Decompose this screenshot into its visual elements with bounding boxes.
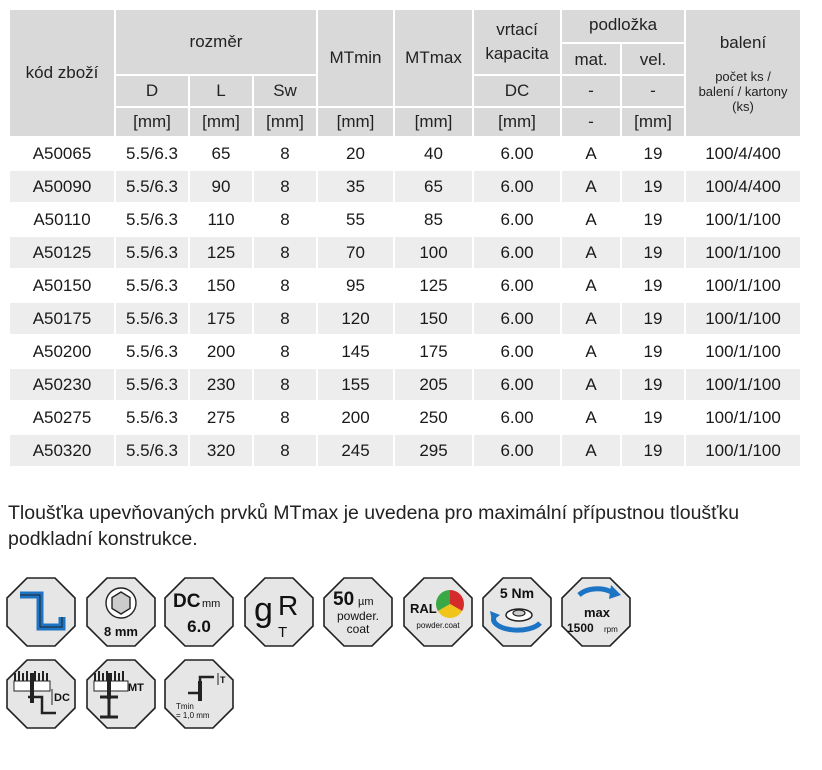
coat-line1: powder. [336, 609, 380, 623]
cell-l: 125 [190, 237, 252, 268]
cell-l: 90 [190, 171, 252, 202]
cell-pack: 100/1/100 [686, 435, 800, 466]
cell-pack: 100/1/100 [705, 275, 781, 295]
cell-d: 5.5/6.3 [116, 369, 188, 400]
header-vel-dash: - [622, 76, 684, 106]
cell-code: A50150 [32, 275, 92, 295]
cell-mtmin: 55 [346, 209, 365, 229]
dc-application-icon [6, 659, 76, 729]
cell-d: 5.5/6.3 [126, 209, 178, 229]
cell-mat: A [585, 407, 597, 427]
cell-pack: 100/1/100 [705, 407, 781, 427]
table-row [10, 303, 800, 334]
cell-mtmin: 200 [341, 407, 370, 427]
cell-d: 5.5/6.3 [116, 171, 188, 202]
header-washer-label: podložka [588, 15, 658, 34]
cell-code: A50230 [10, 369, 114, 400]
table-row [10, 336, 800, 367]
cell-mat: A [585, 143, 597, 163]
cell-sw: 8 [280, 407, 290, 427]
cell-vel: 19 [622, 171, 684, 202]
cell-sw: 8 [254, 369, 316, 400]
cell-mtmin: 155 [318, 369, 393, 400]
cell-mtmin: 20 [346, 143, 365, 163]
rpm-max: max [583, 605, 611, 620]
cell-mtmin: 145 [341, 341, 370, 361]
table-row [10, 369, 800, 400]
cell-pack: 100/1/100 [686, 303, 800, 334]
cell-mat: A [585, 275, 597, 295]
cell-pack: 100/4/400 [705, 143, 781, 163]
cell-l: 65 [211, 143, 231, 163]
z-profile-icon [6, 577, 76, 647]
table-row [10, 237, 800, 268]
cell-code: A50175 [10, 303, 114, 334]
header-d: D [116, 76, 188, 106]
cell-sw: 8 [280, 341, 290, 361]
cell-d: 5.5/6.3 [126, 341, 178, 361]
header-mtmax: MTmax [395, 10, 472, 106]
header-packing-label: balení [719, 32, 767, 52]
mt-tag: MT [128, 682, 144, 694]
header-washer [562, 10, 684, 74]
cell-mtmin: 70 [318, 237, 393, 268]
header-mtmin: MTmin [318, 10, 393, 106]
max-rpm-icon [561, 577, 631, 647]
cell-dc: 6.00 [500, 275, 534, 295]
tmin-line1: Tmin [176, 702, 194, 711]
cell-code: A50200 [32, 341, 92, 361]
t-tag: T [220, 675, 226, 685]
cell-code: A50110 [33, 209, 91, 229]
ral-color-icon [403, 577, 473, 647]
cell-mat: A [585, 209, 597, 229]
unit-mtmin: [mm] [318, 108, 393, 136]
cell-mat: A [562, 237, 620, 268]
cell-dc: 6.00 [474, 369, 560, 400]
header-dc: DC [474, 76, 560, 106]
dc-value: 6.0 [187, 617, 211, 636]
cell-code: A50125 [10, 237, 114, 268]
coat-line2: coat [346, 622, 370, 636]
cell-mtmin: 245 [318, 435, 393, 466]
unit-l: [mm] [190, 108, 252, 136]
cell-dc: 6.00 [500, 209, 534, 229]
cell-pack: 100/4/400 [686, 171, 800, 202]
cell-mat: A [585, 341, 597, 361]
rpm-unit: rpm [604, 625, 618, 634]
cell-mat: A [562, 435, 620, 466]
cell-mtmax: 250 [419, 407, 448, 427]
cell-mtmax: 295 [395, 435, 472, 466]
cell-mtmax: 65 [395, 171, 472, 202]
unit-dc: [mm] [474, 108, 560, 136]
cell-mtmax: 40 [424, 143, 443, 163]
dc-big: DC [173, 591, 201, 612]
cell-sw: 8 [254, 435, 316, 466]
cell-mtmax: 175 [419, 341, 448, 361]
cell-d: 5.5/6.3 [116, 237, 188, 268]
table-body [10, 138, 800, 466]
cell-sw: 8 [254, 303, 316, 334]
cell-l: 175 [190, 303, 252, 334]
gr-r: R [278, 590, 299, 621]
cell-vel: 19 [643, 209, 663, 229]
cell-mtmax: 205 [395, 369, 472, 400]
mt-application-icon [86, 659, 156, 729]
cell-d: 5.5/6.3 [126, 407, 178, 427]
coat-unit: µm [358, 596, 374, 608]
cell-mat: A [562, 171, 620, 202]
cell-mtmax: 85 [424, 209, 443, 229]
ral-sub: powder.coat [416, 621, 460, 630]
torque-label: 5 Nm [499, 585, 535, 601]
grip-range-icon [244, 577, 314, 647]
unit-sw: [mm] [254, 108, 316, 136]
drill-capacity-icon [164, 577, 234, 647]
header-packing-note: počet ks / balení / kartony (ks) [698, 68, 788, 114]
dc-tag: DC [54, 692, 70, 704]
header-washer-mat: mat. [562, 42, 620, 74]
header-washer-vel: vel. [622, 42, 684, 74]
unit-mat: - [562, 108, 620, 136]
cell-l: 275 [206, 407, 236, 427]
header-size: rozměr [116, 10, 316, 74]
cell-pack: 100/1/100 [686, 237, 800, 268]
cell-code: A50275 [32, 407, 92, 427]
cell-sw: 8 [280, 209, 290, 229]
cell-l: 110 [207, 209, 235, 229]
table-row [10, 435, 800, 466]
cell-dc: 6.00 [474, 171, 560, 202]
cell-dc: 6.00 [500, 143, 534, 163]
unit-d: [mm] [116, 108, 188, 136]
cell-l: 200 [206, 341, 236, 361]
tmin-icon [164, 659, 234, 729]
cell-mtmax: 150 [395, 303, 472, 334]
header-l: L [190, 76, 252, 106]
table-row [10, 204, 800, 235]
cell-vel: 19 [643, 143, 663, 163]
footnote: Tloušťka upevňovaných prvků MTmax je uvedena pro maximální přípustnou tloušťku podkladní konstrukce. [8, 502, 740, 550]
cell-sw: 8 [254, 237, 316, 268]
cell-sw: 8 [280, 275, 290, 295]
powder-coat-thickness-icon [323, 577, 393, 647]
cell-mat: A [562, 303, 620, 334]
cell-l: 320 [190, 435, 252, 466]
cell-mtmin: 95 [346, 275, 365, 295]
gr-t: T [278, 624, 288, 641]
ral-label: RAL [410, 601, 437, 616]
cell-d: 5.5/6.3 [126, 275, 178, 295]
cell-vel: 19 [643, 341, 663, 361]
table-row [10, 138, 800, 169]
tmin-line2: = 1,0 mm [176, 711, 210, 720]
table-row [10, 171, 800, 202]
unit-vel: [mm] [622, 108, 684, 136]
cell-mtmin: 120 [318, 303, 393, 334]
cell-dc: 6.00 [474, 237, 560, 268]
cell-pack: 100/1/100 [705, 209, 781, 229]
header-drill-capacity: vrtací kapacita [474, 10, 560, 74]
header-code: kód zboží [10, 10, 114, 136]
cell-code: A50065 [32, 143, 92, 163]
cell-vel: 19 [622, 303, 684, 334]
cell-d: 5.5/6.3 [116, 303, 188, 334]
torque-icon [482, 577, 552, 647]
cell-l: 230 [190, 369, 252, 400]
coat-value: 50 [333, 589, 355, 610]
table-row [10, 270, 800, 301]
cell-d: 5.5/6.3 [126, 143, 178, 163]
cell-dc: 6.00 [474, 435, 560, 466]
cell-mat: A [562, 369, 620, 400]
cell-l: 150 [206, 275, 236, 295]
cell-dc: 6.00 [500, 341, 534, 361]
header-mat-dash: - [562, 76, 620, 106]
unit-mtmax: [mm] [395, 108, 472, 136]
cell-vel: 19 [622, 435, 684, 466]
cell-vel: 19 [622, 237, 684, 268]
cell-mtmax: 100 [395, 237, 472, 268]
cell-d: 5.5/6.3 [116, 435, 188, 466]
header-sw: Sw [254, 76, 316, 106]
hex-label: 8 mm [104, 624, 138, 639]
cell-dc: 6.00 [474, 303, 560, 334]
cell-mtmax: 125 [419, 275, 448, 295]
cell-vel: 19 [643, 275, 663, 295]
cell-mtmin: 35 [318, 171, 393, 202]
cell-code: A50320 [10, 435, 114, 466]
cell-pack: 100/1/100 [686, 369, 800, 400]
product-table [8, 8, 802, 468]
table-row [10, 402, 800, 433]
cell-pack: 100/1/100 [705, 341, 781, 361]
dc-unit: mm [202, 598, 221, 610]
rpm-value: 1500 [567, 621, 594, 635]
cell-dc: 6.00 [500, 407, 534, 427]
cell-code: A50090 [10, 171, 114, 202]
cell-sw: 8 [280, 143, 290, 163]
cell-vel: 19 [622, 369, 684, 400]
header-packing [686, 10, 800, 136]
cell-sw: 8 [254, 171, 316, 202]
hex-head-icon [86, 577, 156, 647]
gr-g: g [254, 591, 273, 629]
cell-vel: 19 [643, 407, 663, 427]
